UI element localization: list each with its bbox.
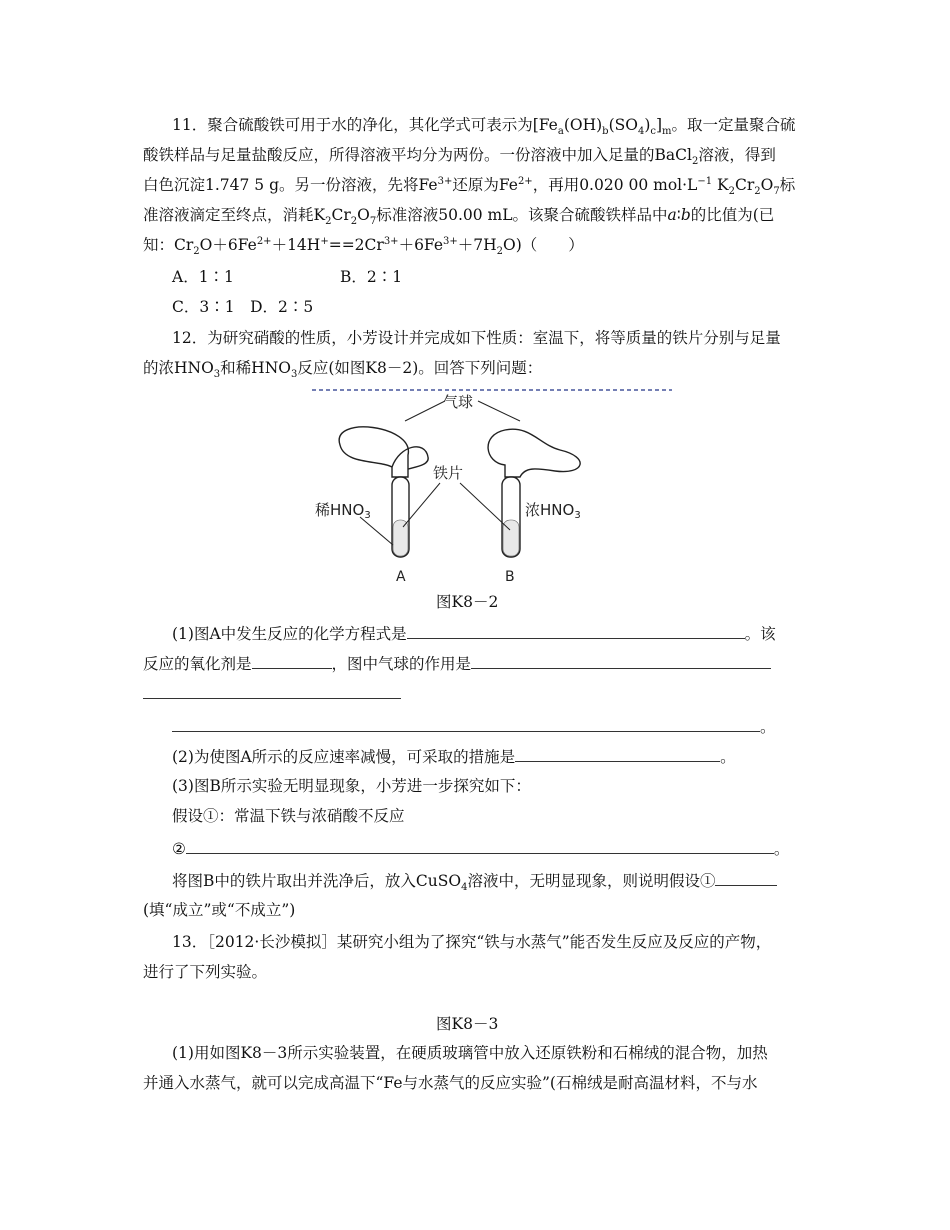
q11-options-cd: C．3∶1 D．2∶5: [172, 298, 314, 316]
q12-part3: (3)图B所示实验无明显现象，小芳进一步探究如下：: [172, 777, 531, 795]
figure-k8-2-caption: 图K8－2: [436, 593, 499, 611]
dilute-acid-label: 稀$HNO_3$: [315, 501, 371, 521]
q11-option-a: A．1∶1: [172, 268, 234, 286]
q12-conclusion-line2: (填“成立”或“不成立”): [143, 901, 296, 919]
q13-part1-line2: 并通入水蒸气，就可以完成高温下“Fe与水蒸气的反应实验”(石棉绒是耐高温材料，不与水: [143, 1074, 758, 1092]
balloon-pointer-left: [405, 401, 445, 421]
figure-k8-2: [300, 385, 680, 585]
q12-hypothesis-1: 假设①：常温下铁与浓硝酸不反应: [172, 807, 405, 825]
q12-part1-line4: 。: [172, 716, 776, 737]
q12-part1-line2: 反应的氧化剂是 ，图中气球的作用是: [143, 653, 771, 674]
q13-part1-line1: (1)用如图K8－3所示实验装置，在硬质玻璃管中放入还原铁粉和石棉绒的混合物，加热: [172, 1044, 768, 1062]
q13-line-1: 13．［2012·长沙模拟］某研究小组为了探究“铁与水蒸气”能否发生反应及反应的产物，: [172, 933, 772, 951]
balloon-right: [488, 429, 580, 477]
tube-b-label: B: [505, 569, 515, 585]
q11-line-2: 酸铁样品与足量盐酸反应，所得溶液平均分为两份。一份溶液中加入足量的BaCl$_2$溶液，得到: [143, 146, 776, 168]
conc-acid-label: 浓$HNO_3$: [525, 501, 581, 521]
q12-hypothesis-2: ② 。: [172, 840, 790, 858]
q11-line-4: 准溶液滴定至终点，消耗$K_2Cr_2O_7$标准溶液50.00 mL。该聚合硫酸铁样品中a∶b的比值为(已: [143, 206, 775, 228]
q12-line-2: 的浓$HNO_3$和稀$HNO_3$反应(如图K8－2)。回答下列问题：: [143, 359, 543, 381]
q11-option-b: B．2∶1: [340, 268, 403, 286]
iron-label: 铁片: [433, 464, 464, 482]
tube-a-liquid: [393, 520, 408, 556]
q13-line-2: 进行了下列实验。: [143, 963, 268, 981]
q12-conclusion-line1: 将图B中的铁片取出并洗净后，放入CuSO$_4$溶液中，无明显现象，则说明假设①: [172, 870, 777, 891]
q11-line-3: 白色沉淀1.747 5 g。另一份溶液，先将$Fe^{3+}$还原为$Fe^{2+}$，再用0.020 00 $mol\cdot L^{-1}$ $K_2Cr_2O_7$标: [143, 175, 796, 198]
q12-part2: (2)为使图A所示的反应速率减慢，可采取的措施是 。: [172, 748, 736, 766]
balloon-left-top: [392, 447, 428, 469]
q12-part1-line3: [143, 683, 401, 704]
balloon-label: 气球: [443, 393, 474, 411]
balloon-pointer-right: [478, 401, 520, 421]
balloon-left: [339, 427, 408, 477]
q11-line-1: 11．聚合硫酸铁可用于水的净化，其化学式可表示为$[Fe_a(OH)_b(SO_4)_c]_m$。取一定量聚合硫: [172, 116, 796, 138]
figure-k8-3-caption: 图K8－3: [436, 1015, 499, 1033]
q11-line-5: 知：$Cr_2O+6Fe^{2+}+14H^+==2Cr^{3+}+6Fe^{3+}+7H_2O$)（ ）: [143, 235, 584, 258]
tube-a-label: A: [396, 569, 406, 585]
dilute-acid-pointer: [360, 517, 393, 545]
q12-part1-line1: (1)图A中发生反应的化学方程式是 。该: [172, 625, 776, 643]
q12-line-1: 12．为研究硝酸的性质，小芳设计并完成如下性质：室温下，将等质量的铁片分别与足量: [172, 329, 781, 347]
